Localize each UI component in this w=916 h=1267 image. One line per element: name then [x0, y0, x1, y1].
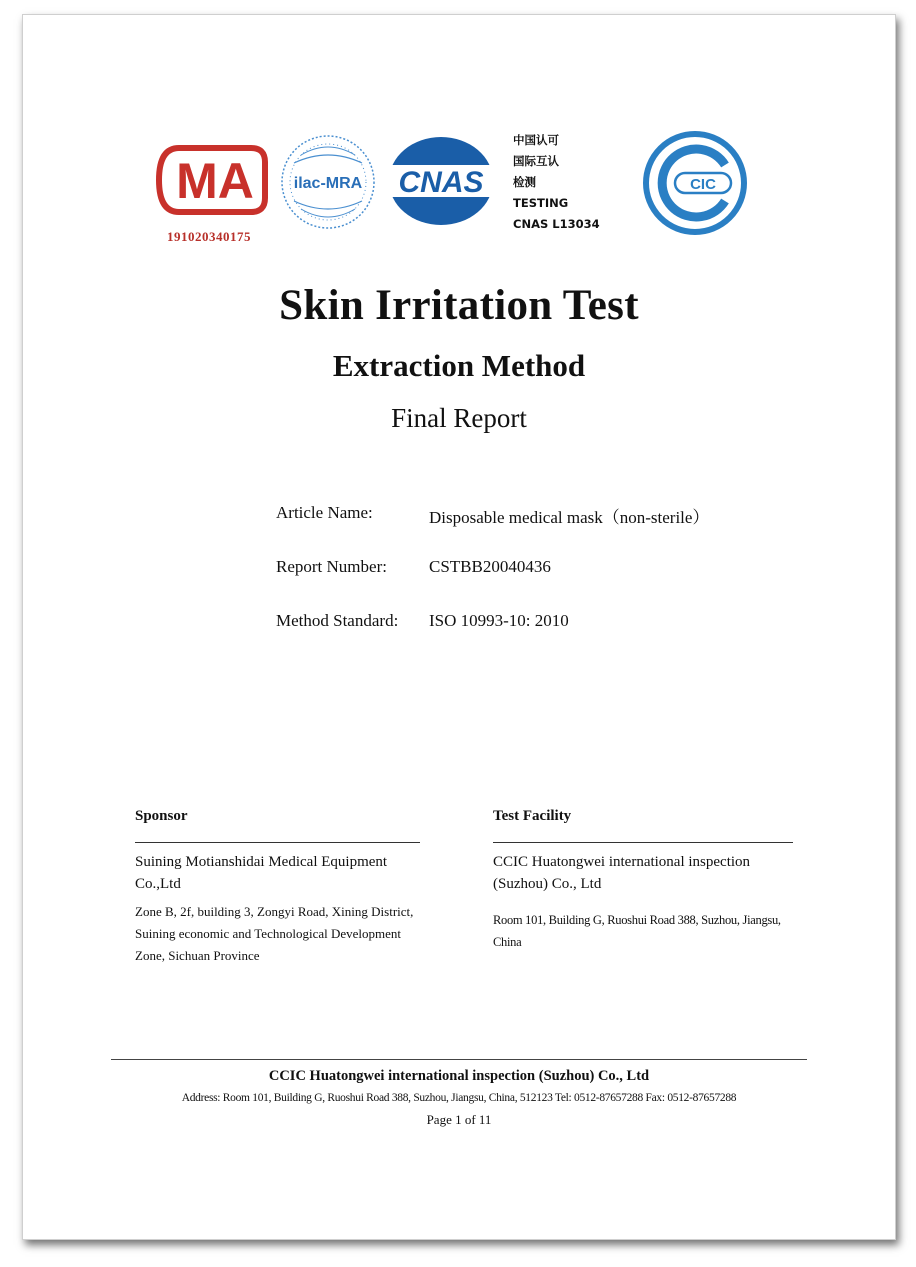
facility-heading: Test Facility	[493, 808, 572, 824]
field-value: CSTBB20040436	[429, 557, 551, 576]
divider	[135, 842, 420, 843]
field-label: Article Name:	[276, 503, 373, 522]
cnas-caption	[513, 130, 600, 235]
cnas-caption-line: TESTING	[513, 196, 569, 210]
sponsor-name: Suining Motianshidai Medical Equipment Co.,Ltd	[135, 854, 388, 892]
svg-text:ilac-MRA: ilac-MRA	[293, 175, 363, 192]
cnas-logo	[385, 133, 497, 229]
report-subtitle: Extraction Method	[332, 348, 586, 383]
facility-address: Room 101, Building G, Ruoshui Road 388, Suzhou, Jiangsu, China	[493, 913, 781, 949]
footer-company: CCIC Huatongwei international inspection (Suzhou) Co., Ltd	[268, 1068, 650, 1084]
field-label: Method Standard:	[276, 611, 399, 630]
cnas-caption-line: 中国认可	[513, 133, 559, 147]
test-facility-section	[493, 808, 793, 953]
ilac-mra-logo	[279, 133, 377, 231]
report-type: Final Report	[391, 403, 527, 433]
cnas-caption-line: CNAS L13034	[513, 217, 600, 231]
cma-number: 191020340175	[167, 229, 251, 244]
sponsor-address: Zone B, 2f, building 3, Zongyi Road, Xining District, Suining economic and Technological Development Zone, Sichuan Province	[135, 904, 414, 963]
report-title: Skin Irritation Test	[279, 282, 639, 329]
svg-text:CNAS: CNAS	[398, 166, 484, 199]
cnas-caption-line: 国际互认	[513, 154, 559, 168]
facility-name: CCIC Huatongwei international inspection (Suzhou) Co., Ltd	[493, 854, 751, 892]
field-value: ISO 10993-10: 2010	[429, 611, 569, 630]
field-label: Report Number:	[276, 557, 387, 576]
svg-text:MA: MA	[176, 153, 254, 209]
cma-logo	[151, 140, 273, 220]
footer-address: Address: Room 101, Building G, Ruoshui Road 388, Suzhou, Jiangsu, China, 512123 Tel: 0512-87657288 Fax: 0512-87657288	[181, 1092, 737, 1104]
footer-divider	[111, 1059, 807, 1060]
sponsor-heading: Sponsor	[135, 808, 188, 824]
divider	[493, 842, 793, 843]
sponsor-section	[135, 808, 420, 967]
cic-logo	[641, 129, 749, 237]
svg-text:CIC: CIC	[690, 176, 716, 193]
accreditation-logos	[23, 15, 895, 275]
cnas-caption-line: 检测	[513, 175, 536, 189]
document-page	[22, 14, 896, 1240]
field-value: Disposable medical mask（non-sterile）	[429, 508, 710, 527]
page-number: Page 1 of 11	[426, 1112, 492, 1127]
